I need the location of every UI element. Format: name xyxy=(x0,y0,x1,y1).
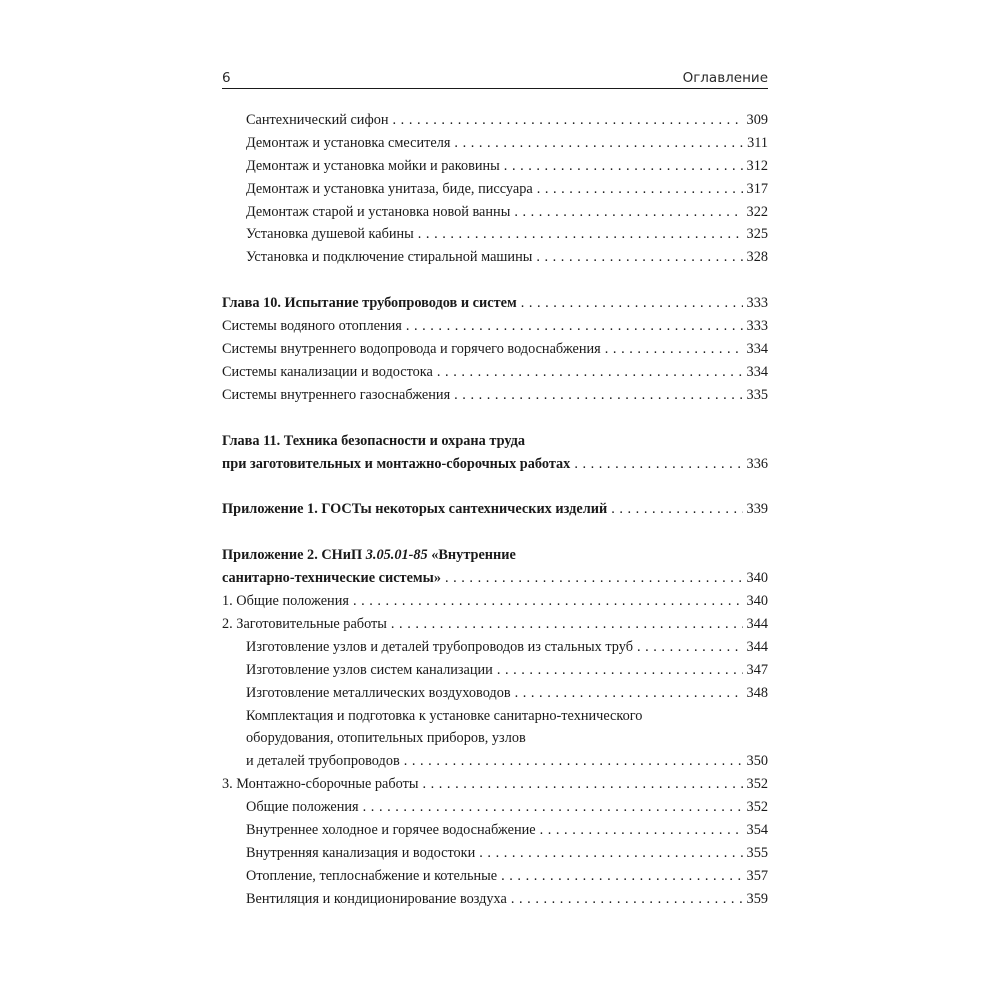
appendix-2-code: 3.05.01-85 xyxy=(365,547,428,564)
toc-entry-page: 334 xyxy=(746,363,768,380)
toc-entry-title: Системы внутреннего газоснабжения xyxy=(222,386,451,403)
leader-dots xyxy=(504,155,743,178)
toc-entry-page: 347 xyxy=(746,661,768,678)
table-of-contents xyxy=(222,109,768,911)
toc-section-2[interactable] xyxy=(222,613,768,636)
toc-entry-page: 312 xyxy=(746,157,768,174)
toc-section-3[interactable] xyxy=(222,773,768,796)
toc-entry-title: Системы водяного отопления xyxy=(222,318,402,335)
leader-dots xyxy=(393,109,743,132)
leader-dots xyxy=(611,498,742,521)
leader-dots xyxy=(514,201,742,224)
section-gap xyxy=(222,407,768,430)
toc-appendix-page: 339 xyxy=(746,501,768,518)
toc-entry-title: Сантехнический сифон xyxy=(246,112,389,128)
toc-section-page: 344 xyxy=(746,616,768,633)
toc-entry[interactable] xyxy=(222,338,768,361)
leader-dots xyxy=(445,567,743,590)
appendix-2-suffix: «Внутренние xyxy=(427,547,516,564)
toc-entry-page: 322 xyxy=(746,203,768,220)
toc-entry[interactable] xyxy=(222,796,768,819)
leader-dots xyxy=(353,590,743,613)
toc-entry-title: Демонтаж старой и установка новой ванны xyxy=(246,203,511,220)
toc-entry[interactable] xyxy=(222,865,768,888)
toc-entry-page: 348 xyxy=(746,684,768,701)
toc-entry-title: Установка душевой кабины xyxy=(246,226,414,243)
toc-section-page: 352 xyxy=(746,776,768,793)
toc-entry[interactable] xyxy=(222,178,768,201)
toc-entry-page: 311 xyxy=(747,134,768,151)
leader-dots xyxy=(637,636,743,659)
toc-appendix-title: Приложение 1. ГОСТы некоторых сантехнических изделий xyxy=(222,501,608,518)
toc-entry[interactable] xyxy=(222,819,768,842)
toc-entry-page: 352 xyxy=(746,799,768,816)
toc-appendix-title: санитарно-технические системы» xyxy=(222,570,441,587)
toc-entry-page: 334 xyxy=(746,341,768,358)
leader-dots xyxy=(511,888,743,911)
toc-entry-title: Демонтаж и установка смесителя xyxy=(246,134,451,151)
running-title: Оглавление xyxy=(682,70,768,86)
toc-entry-title: Демонтаж и установка мойки и раковины xyxy=(246,157,500,174)
toc-entry-page: 325 xyxy=(746,226,768,243)
toc-appendix-2-line1[interactable] xyxy=(222,544,768,567)
toc-entry-page: 355 xyxy=(746,844,768,861)
running-header xyxy=(222,60,768,89)
leader-dots xyxy=(363,796,743,819)
leader-dots xyxy=(418,223,743,246)
toc-chapter-page: 333 xyxy=(746,295,768,312)
leader-dots xyxy=(422,773,742,796)
toc-chapter-10[interactable] xyxy=(222,292,768,315)
leader-dots xyxy=(537,178,743,201)
leader-dots xyxy=(574,453,742,476)
leader-dots xyxy=(536,246,742,269)
toc-entry-page: 344 xyxy=(746,638,768,655)
leader-dots xyxy=(540,819,743,842)
toc-entry[interactable] xyxy=(222,155,768,178)
leader-dots xyxy=(605,338,743,361)
toc-entry[interactable] xyxy=(222,315,768,338)
toc-kit-entry-line1[interactable]: Комплектация и подготовка к установке санитарно-технического xyxy=(246,707,643,724)
toc-entry[interactable] xyxy=(222,132,768,155)
toc-entry[interactable] xyxy=(222,842,768,865)
toc-section-1[interactable] xyxy=(222,590,768,613)
toc-entry-title: Системы канализации и водостока xyxy=(222,363,433,380)
toc-kit-entry-line2[interactable]: оборудования, отопительных приборов, узлов xyxy=(246,730,526,747)
toc-entry-page: 309 xyxy=(746,112,768,128)
leader-dots xyxy=(521,292,743,315)
toc-entry[interactable] xyxy=(222,888,768,911)
toc-entry[interactable] xyxy=(222,682,768,705)
toc-entry-title: Внутреннее холодное и горячее водоснабжение xyxy=(246,822,536,839)
toc-entry[interactable] xyxy=(222,109,768,132)
toc-entry-page: 335 xyxy=(746,386,768,403)
toc-section-title: 2. Заготовительные работы xyxy=(222,616,387,633)
toc-chapter-page: 336 xyxy=(746,455,768,472)
toc-kit-entry[interactable] xyxy=(222,750,768,773)
toc-entry[interactable] xyxy=(222,659,768,682)
toc-entry-title: Изготовление узлов систем канализации xyxy=(246,661,493,678)
leader-dots xyxy=(437,361,743,384)
section-gap xyxy=(222,521,768,544)
toc-entry-title: Отопление, теплоснабжение и котельные xyxy=(246,867,498,884)
toc-entry-title: и деталей трубопроводов xyxy=(246,753,400,770)
toc-entry[interactable] xyxy=(222,636,768,659)
toc-chapter-11-line1[interactable]: Глава 11. Техника безопасности и охрана труда xyxy=(222,432,525,449)
toc-entry[interactable] xyxy=(222,384,768,407)
toc-section-title: 1. Общие положения xyxy=(222,593,349,610)
leader-dots xyxy=(497,659,743,682)
leader-dots xyxy=(479,842,742,865)
toc-entry-title: Вентиляция и кондиционирование воздуха xyxy=(246,890,507,907)
toc-entry[interactable] xyxy=(222,246,768,269)
toc-entry-page: 333 xyxy=(746,318,768,335)
toc-entry-title: Системы внутреннего водопровода и горячего водоснабжения xyxy=(222,341,601,358)
toc-entry-page: 328 xyxy=(746,249,768,266)
toc-entry-title: Внутренняя канализация и водостоки xyxy=(246,844,476,861)
toc-entry-title: Изготовление металлических воздуховодов xyxy=(246,684,511,701)
toc-appendix-page: 340 xyxy=(746,570,768,587)
toc-appendix-2[interactable] xyxy=(222,567,768,590)
toc-chapter-11[interactable] xyxy=(222,453,768,476)
toc-appendix-1[interactable] xyxy=(222,498,768,521)
leader-dots xyxy=(404,750,743,773)
book-page xyxy=(222,60,768,911)
leader-dots xyxy=(391,613,743,636)
toc-entry[interactable] xyxy=(222,201,768,224)
toc-entry-title: Установка и подключение стиральной машины xyxy=(246,249,533,266)
toc-chapter-title: Глава 10. Испытание трубопроводов и систем xyxy=(222,295,517,312)
toc-entry-page: 357 xyxy=(746,867,768,884)
appendix-2-prefix: Приложение 2. СНиП xyxy=(222,547,366,564)
toc-entry-page: 354 xyxy=(746,822,768,839)
leader-dots xyxy=(406,315,743,338)
toc-chapter-title: при заготовительных и монтажно-сборочных работах xyxy=(222,455,571,472)
leader-dots xyxy=(454,132,743,155)
section-gap xyxy=(222,475,768,498)
toc-entry[interactable] xyxy=(222,223,768,246)
section-gap xyxy=(222,269,768,292)
toc-entry[interactable] xyxy=(222,361,768,384)
toc-entry-page: 350 xyxy=(746,753,768,770)
toc-entry-page: 317 xyxy=(746,180,768,197)
toc-entry-title: Демонтаж и установка унитаза, биде, писсуара xyxy=(246,180,533,197)
toc-entry-page: 359 xyxy=(746,890,768,907)
leader-dots xyxy=(454,384,742,407)
toc-section-title: 3. Монтажно-сборочные работы xyxy=(222,776,419,793)
page-number: 6 xyxy=(222,70,231,86)
toc-section-page: 340 xyxy=(746,593,768,610)
toc-entry-title: Изготовление узлов и деталей трубопроводов из стальных труб xyxy=(246,638,633,655)
toc-entry-title: Общие положения xyxy=(246,799,359,816)
leader-dots xyxy=(501,865,742,888)
leader-dots xyxy=(515,682,743,705)
